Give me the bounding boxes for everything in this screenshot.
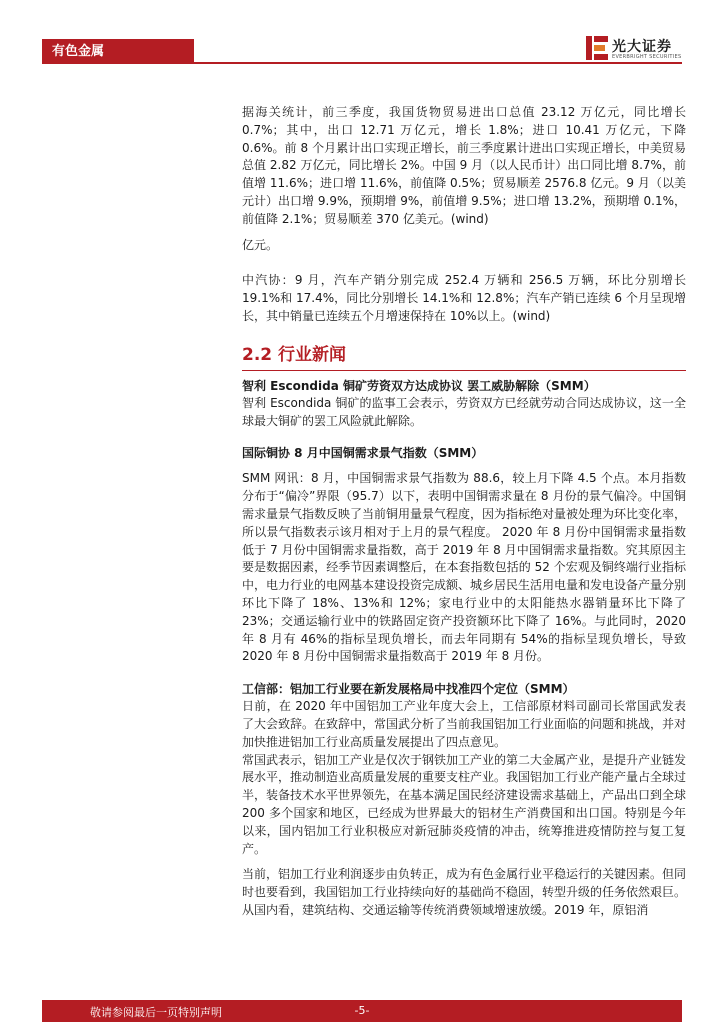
news-body-aluminum-1: 日前，在 2020 年中国铝加工产业年度大会上，工信部原材料司副司长常国武发表了大会致辞。在致辞中，常国武分析了当前我国铝加工行业面临的问题和挑战，并对加快推进铝加工行业高质量发展提出了四点意见。 <box>242 699 687 749</box>
logo-text-cn: 光大证券 <box>612 39 672 55</box>
news-body-aluminum-2: 常国武表示，铝加工产业是仅次于钢铁加工产业的第二大金属产业，是提升产业链发展水平，推动制造业高质量发展的重要支柱产业。我国铝加工行业产能产量占全球过半，装备技术水平世界领先，在基本满足国民经济建设需求基础上，产品出口到全球 200 多个国家和地区，已经成为世界最大的铝材生产消费国和出口国。特别是今年以来，国内铝加工行业积极应对新冠肺炎疫情的冲击，统筹推进疫情防控与复工复产。 <box>242 752 687 856</box>
news-body-escondida: 智利 Escondida 铜矿的监事工会表示，劳资双方已经就劳动合同达成协议，这一全球最大铜矿的罢工风险就此解除。 <box>242 395 686 428</box>
report-content <box>242 104 686 920</box>
section-title: 2.2 行业新闻 <box>242 344 686 371</box>
news-title-escondida: 智利 Escondida 铜矿劳资双方达成协议 罢工威胁解除（SMM） <box>242 378 596 393</box>
news-title-aluminum: 工信部：铝加工行业要在新发展格局中找准四个定位（SMM） <box>242 682 575 697</box>
news-title-copper-index: 国际铜协 8 月中国铜需求景气指数（SMM） <box>242 446 484 461</box>
customs-trade-paragraph: 据海关统计，前三季度，我国货物贸易进出口总值 23.12 万亿元，同比增长 0.7%；其中，出口 12.71 万亿元，增长 1.8%；进口 10.41 万亿元，下降 0.6%。前 8 个月累计出口实现正增长，前三季度累计进出口实现正增长，中美贸易总值 2.82 万亿元，同比增长 2%。中国 9 月（以人民币计）出口同比增 8.7%，前值增 11.6%；进口增 11.6%，前值降 0.5%；贸易顺差 2576.8 亿元。9 月（以美元计）出口增 9.9%，预期增 9%，前值增 9.5%；进口增 13.2%，预期增 0.1%，前值降 2.1%；贸易顺差 370 亿美元。(wind) <box>242 105 686 226</box>
stray-text-paragraph: 亿元。 <box>242 237 279 252</box>
disclaimer-note: 敬请参阅最后一页特别声明 <box>90 1006 222 1019</box>
news-body-aluminum-3: 当前，铝加工行业利润逐步由负转正，成为有色金属行业平稳运行的关键因素。但同时也要看到，我国铝加工行业持续向好的基础尚不稳固，转型升级的任务依然艰巨。从国内看，建筑结构、交通运输等传统消费领域增速放缓。2019 年，原铝消 <box>242 867 687 917</box>
brand-logo <box>586 36 686 62</box>
logo-text-en: EVERBRIGHT SECURITIES <box>612 54 682 60</box>
page-number: -5- <box>354 1004 370 1017</box>
sector-tag: 有色金属 <box>42 39 194 64</box>
news-body-copper-index: SMM 网讯：8 月，中国铜需求景气指数为 88.6，较上月下降 4.5 个点。本月指数分布于“偏冷”界限（95.7）以下，表明中国铜需求量在 8 月份的景气偏冷。中国铜需求量景气指数反映了当前铜用量景气程度，因为指标绝对量被处理为环比变化率，所以景气指数表示该月相对于上月的景气程度。 2020 年 8 月份中国铜需求量指数低于 7 月份中国铜需求量指数，高于 2019 年 8 月中国铜需求量指数。究其原因主要是数据因素，经季节因素调整后，在本套指数包括的 52 个宏观及铜终端行业指标中，电力行业的电网基本建设投资完成额、城乡居民生活用电量和发电设备产量分别环比下降了 18%、13%和 12%；家电行业中的太阳能热水器销量环比下降了 23%；交通运输行业中的铁路固定资产投资额环比下降了 16%。与此同时，2020 年 8 月有 46%的指标呈现负增长，而去年同期有 54%的指标呈现负增长，导致 2020 年 8 月份中国铜需求量指数高于 2019 年 8 月份。 <box>242 471 687 664</box>
header-rule <box>42 62 682 64</box>
auto-sales-paragraph: 中汽协：9 月，汽车产销分别完成 252.4 万辆和 256.5 万辆，环比分别增长 19.1%和 17.4%，同比分别增长 14.1%和 12.8%；汽车产销已连续 6 个月呈现增长，其中销量已连续五个月增速保持在 10%以上。(wind) <box>242 273 686 323</box>
page-footer <box>0 1000 724 1024</box>
page-header <box>0 0 724 70</box>
logo-mark-icon <box>586 36 608 60</box>
